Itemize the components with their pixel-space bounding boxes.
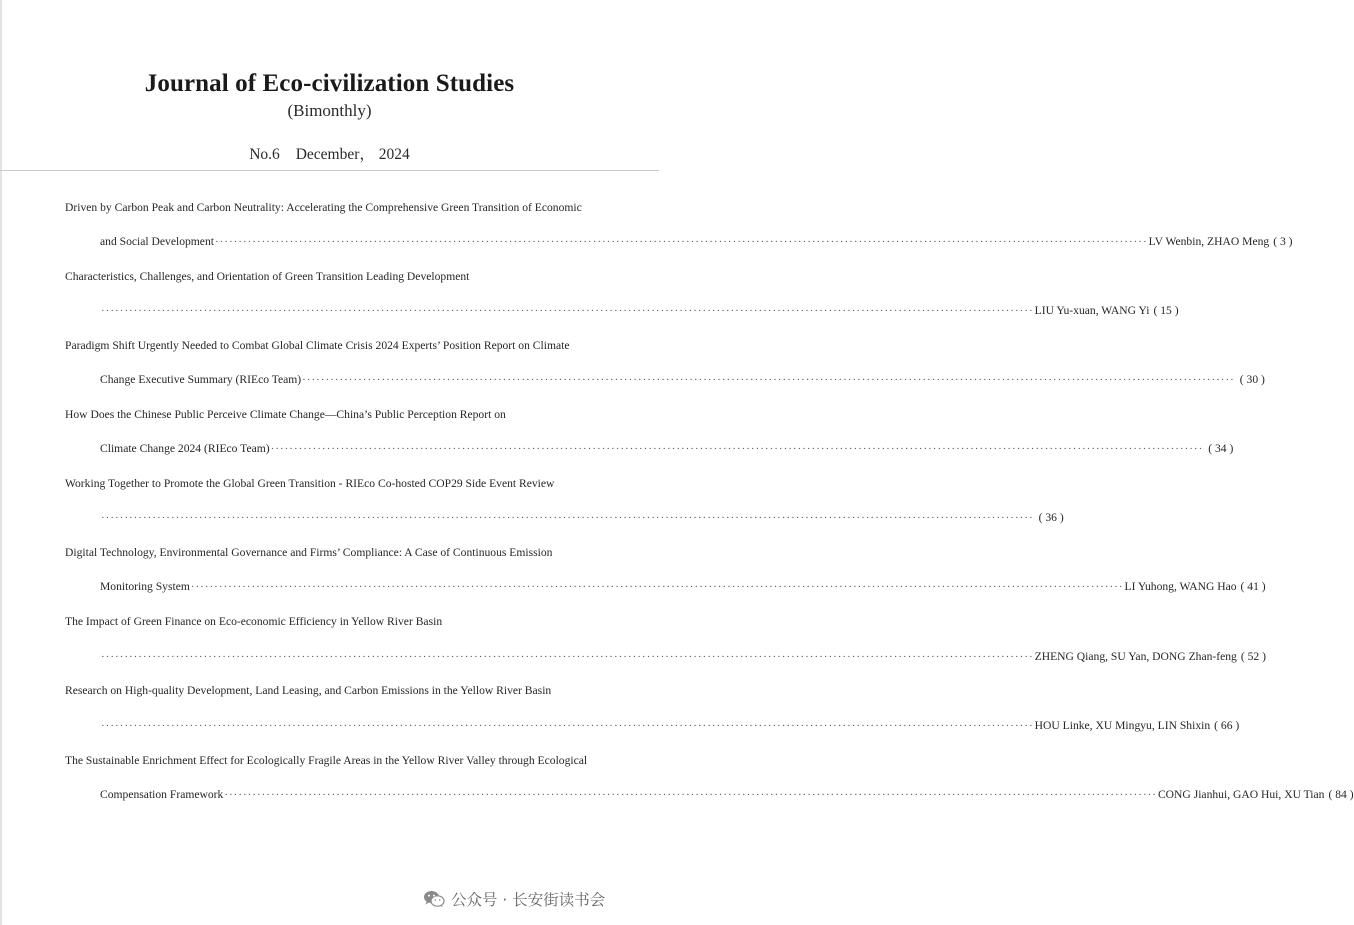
toc-entry-continuation[interactable] (100, 719, 1240, 733)
toc-entry-page: ( 41 ) (1240, 580, 1266, 593)
toc-entry-title[interactable]: Characteristics, Challenges, and Orientation of Green Transition Leading Development (65, 270, 470, 283)
toc-entry-continuation[interactable] (100, 373, 1265, 387)
toc-entry-continuation[interactable] (100, 580, 1266, 594)
toc-entry-page: ( 36 ) (1038, 511, 1064, 524)
dot-leader: ········································································································································································································ (190, 581, 1124, 593)
toc-entry-continuation[interactable] (100, 650, 1266, 664)
dot-leader: ········································································································································································································ (214, 236, 1148, 248)
journal-title: Journal of Eco-civilization Studies (144, 70, 515, 97)
toc-entry-page: ( 15 ) (1153, 304, 1179, 317)
toc-entry-continuation[interactable] (100, 235, 1293, 249)
wechat-watermark (423, 888, 605, 910)
toc-entry-page: ( 30 ) (1239, 373, 1265, 386)
publication-frequency: (Bimonthly) (287, 101, 372, 120)
dot-leader: ········································································································································································································ (101, 651, 1034, 663)
toc-entry-page: ( 84 ) (1328, 788, 1354, 801)
dot-leader: ········································································································································································································ (270, 443, 1204, 455)
toc-entry-title-cont: Monitoring System (100, 580, 190, 593)
toc-entry-page: ( 52 ) (1240, 650, 1266, 663)
issue-number: No.6 (249, 146, 280, 163)
toc-entry-title[interactable]: The Sustainable Enrichment Effect for Ecologically Fragile Areas in the Yellow River Valley through Ecological (65, 754, 588, 767)
toc-entry-continuation[interactable] (100, 788, 1354, 802)
toc-entry-continuation[interactable] (100, 304, 1179, 318)
toc-entry-title[interactable]: Paradigm Shift Urgently Needed to Combat Global Climate Crisis 2024 Experts’ Position Report on Climate (65, 339, 570, 352)
dot-leader: ········································································································································································································ (302, 374, 1235, 386)
toc-entry-continuation[interactable] (100, 442, 1234, 456)
toc-entry-continuation[interactable] (100, 511, 1064, 525)
toc-entry-authors: ZHENG Qiang, SU Yan, DONG Zhan-feng (1034, 650, 1237, 663)
toc-entry-title[interactable]: Research on High-quality Development, Land Leasing, and Carbon Emissions in the Yellow River Basin (65, 684, 552, 697)
toc-entry-title[interactable]: How Does the Chinese Public Perceive Climate Change—China’s Public Perception Report on (65, 408, 506, 421)
toc-entry-title-cont: Climate Change 2024 (RIEco Team) (100, 442, 270, 455)
wechat-icon (423, 890, 445, 908)
toc-entry-title[interactable]: The Impact of Green Finance on Eco-economic Efficiency in Yellow River Basin (65, 615, 443, 628)
dot-leader: ········································································································································································································ (101, 720, 1034, 732)
issue-date: December， 2024 (295, 146, 410, 163)
toc-entry-authors: LIU Yu-xuan, WANG Yi (1034, 304, 1150, 317)
toc-entry-title-cont: Compensation Framework (100, 788, 224, 801)
toc-entry-title-cont: Change Executive Summary (RIEco Team) (100, 373, 302, 386)
toc-entry-title-cont: and Social Development (100, 235, 214, 248)
toc-entry-authors: HOU Linke, XU Mingyu, LIN Shixin (1034, 719, 1211, 732)
dot-leader: ········································································································································································································ (101, 512, 1034, 524)
toc-entry-page: ( 3 ) (1273, 235, 1293, 248)
toc-entry-title[interactable]: Digital Technology, Environmental Governance and Firms’ Compliance: A Case of Continuous Emission (65, 546, 553, 559)
toc-entry-authors: CONG Jianhui, GAO Hui, XU Tian (1157, 788, 1325, 801)
toc-entry-page: ( 34 ) (1208, 442, 1234, 455)
dot-leader: ········································································································································································································ (224, 789, 1157, 801)
dot-leader: ········································································································································································································ (101, 305, 1034, 317)
toc-entry-title[interactable]: Working Together to Promote the Global Green Transition - RIEco Co-hosted COP29 Side Event Review (65, 477, 555, 490)
toc-entry-authors: LI Yuhong, WANG Hao (1124, 580, 1237, 593)
toc-entry-authors: LV Wenbin, ZHAO Meng (1148, 235, 1270, 248)
toc-entry-page: ( 66 ) (1214, 719, 1240, 732)
watermark-text: 公众号 · 长安街读书会 (451, 891, 606, 909)
toc-entry-title[interactable]: Driven by Carbon Peak and Carbon Neutrality: Accelerating the Comprehensive Green Transition of Economic (65, 201, 582, 214)
